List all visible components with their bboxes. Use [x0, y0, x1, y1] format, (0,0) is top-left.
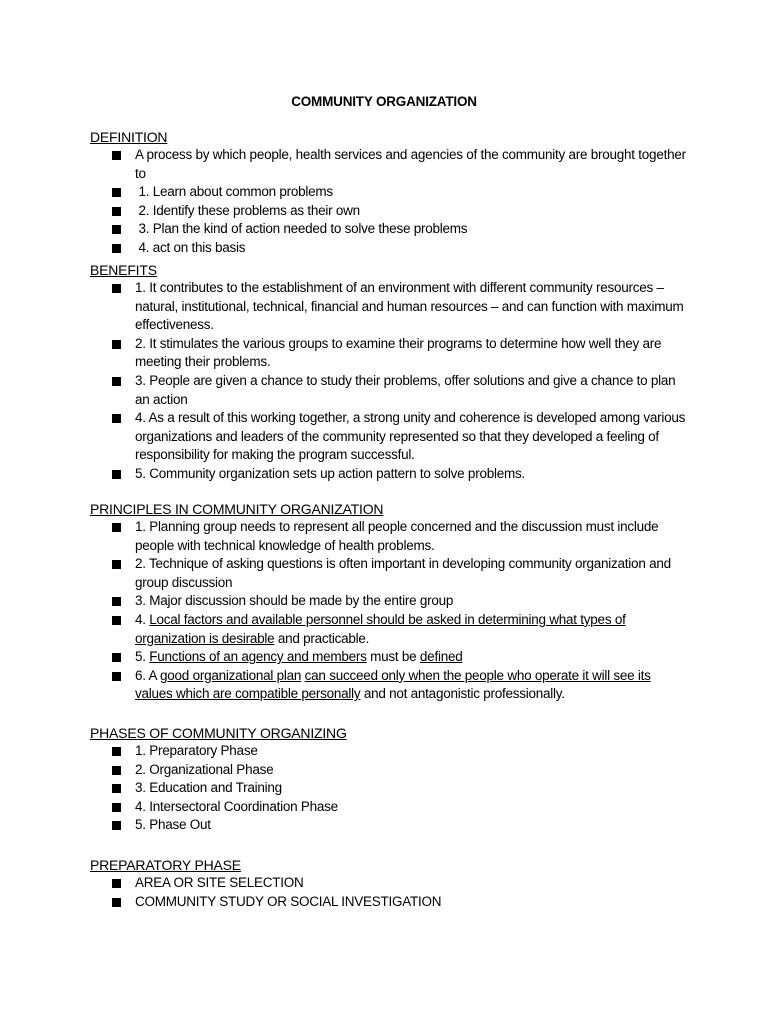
square-bullet-icon [112, 879, 121, 888]
square-bullet-icon [112, 766, 121, 775]
preparatory-section [90, 856, 690, 911]
list-item-text: 1. Planning group needs to represent all people concerned and the discussion must include people with technical knowledge of health problems. [135, 519, 659, 553]
list-item-text: 2. Technique of asking questions is often important in developing community organization and group discussion [135, 556, 671, 590]
square-bullet-icon [112, 523, 121, 532]
list-item [90, 220, 690, 239]
list-item [90, 779, 690, 798]
square-bullet-icon [112, 616, 121, 625]
list-item [90, 555, 690, 592]
list-item [90, 648, 690, 667]
underlined-text: Local factors and available personnel should be asked in determining what types of organization is desirable [135, 611, 626, 646]
list-item-text: 2. Organizational Phase [135, 761, 274, 777]
square-bullet-icon [112, 244, 121, 253]
square-bullet-icon [112, 284, 121, 293]
square-bullet-icon [112, 784, 121, 793]
list-item-text: 3. Education and Training [135, 780, 282, 796]
list-item-text: and not antagonistic professionally. [360, 686, 565, 702]
square-bullet-icon [112, 207, 121, 216]
list-item-number: 4. [135, 611, 150, 627]
square-bullet-icon [112, 898, 121, 907]
benefits-heading: BENEFITS [90, 262, 157, 278]
benefits-section [90, 261, 690, 484]
list-item [90, 279, 690, 335]
list-item-text: 3. Major discussion should be made by the entire group [135, 593, 454, 609]
list-item-text: 5. Phase Out [135, 817, 211, 833]
square-bullet-icon [112, 747, 121, 756]
list-item-text: 1. It contributes to the establishment of an environment with different community resources – natural, institutional, technical, financial and human resources – and can function with maximum effectiveness. [135, 280, 684, 333]
list-item [90, 667, 690, 704]
list-item [90, 239, 690, 258]
list-item-number: 5. [135, 649, 150, 665]
list-item-text: A process by which people, health services and agencies of the community are brought together to [135, 147, 686, 181]
definition-heading: DEFINITION [90, 129, 168, 145]
underlined-text: good organizational plan [160, 667, 302, 683]
underlined-text: Functions of an agency and members [149, 649, 367, 665]
list-item-text: AREA OR SITE SELECTION [135, 875, 304, 890]
phases-heading: PHASES OF COMMUNITY ORGANIZING [90, 725, 347, 741]
square-bullet-icon [112, 803, 121, 812]
list-item [90, 202, 690, 221]
phases-list [90, 742, 690, 835]
list-item-text: 4. As a result of this working together, a strong unity and coherence is developed among various organizations and leaders of the community represented so that they developed a feeling of responsibility for making the program successful. [135, 410, 686, 463]
list-item [90, 592, 690, 611]
square-bullet-icon [112, 414, 121, 423]
list-item [90, 761, 690, 780]
list-item [90, 335, 690, 372]
list-item-text: 2. Identify these problems as their own [135, 202, 360, 218]
list-item [90, 798, 690, 817]
list-item [90, 465, 690, 484]
list-item-text: 4. Intersectoral Coordination Phase [135, 798, 338, 814]
underlined-text: can succeed only when the people who operate it will see its values which are compatible personally [135, 667, 651, 702]
list-item [90, 409, 690, 465]
list-item [90, 742, 690, 761]
list-item-text: and practicable. [274, 630, 370, 646]
list-item-text: 2. It stimulates the various groups to examine their programs to determine how well they are meeting their problems. [135, 335, 662, 370]
list-item-number: 6. A [135, 667, 161, 683]
square-bullet-icon [112, 821, 121, 830]
benefits-list [90, 279, 690, 484]
list-item [90, 146, 690, 183]
underlined-text: defined [419, 649, 463, 665]
list-item-text: 3. Plan the kind of action needed to solve these problems [135, 221, 468, 237]
list-item [90, 874, 690, 893]
document-title: COMMUNITY ORGANIZATION [291, 94, 477, 109]
list-item-text: must be [366, 649, 420, 665]
square-bullet-icon [112, 560, 121, 569]
square-bullet-icon [112, 188, 121, 197]
list-item-text: 4. act on this basis [135, 239, 246, 255]
list-item-text: 1. Preparatory Phase [135, 743, 258, 758]
principles-heading: PRINCIPLES IN COMMUNITY ORGANIZATION [90, 501, 384, 517]
list-item [90, 183, 690, 202]
square-bullet-icon [112, 470, 121, 479]
list-item [90, 372, 690, 409]
square-bullet-icon [112, 653, 121, 662]
square-bullet-icon [112, 672, 121, 681]
list-item [90, 816, 690, 835]
list-item [90, 518, 690, 555]
definition-list [90, 146, 690, 258]
square-bullet-icon [112, 340, 121, 349]
phases-section [90, 724, 690, 835]
list-item [90, 893, 690, 912]
square-bullet-icon [112, 597, 121, 606]
list-item-text: 5. Community organization sets up action pattern to solve problems. [135, 465, 525, 481]
list-item-text: 1. Learn about common problems [135, 184, 333, 200]
principles-list [90, 518, 690, 704]
principles-section [90, 500, 690, 704]
list-item [90, 611, 690, 648]
square-bullet-icon [112, 377, 121, 386]
square-bullet-icon [112, 151, 121, 160]
preparatory-heading: PREPARATORY PHASE [90, 857, 241, 873]
list-item-text: COMMUNITY STUDY OR SOCIAL INVESTIGATION [135, 893, 442, 909]
preparatory-list [90, 874, 690, 911]
square-bullet-icon [112, 225, 121, 234]
definition-section [90, 128, 690, 258]
list-item-text: 3. People are given a chance to study their problems, offer solutions and give a chance to plan an action [135, 372, 676, 407]
